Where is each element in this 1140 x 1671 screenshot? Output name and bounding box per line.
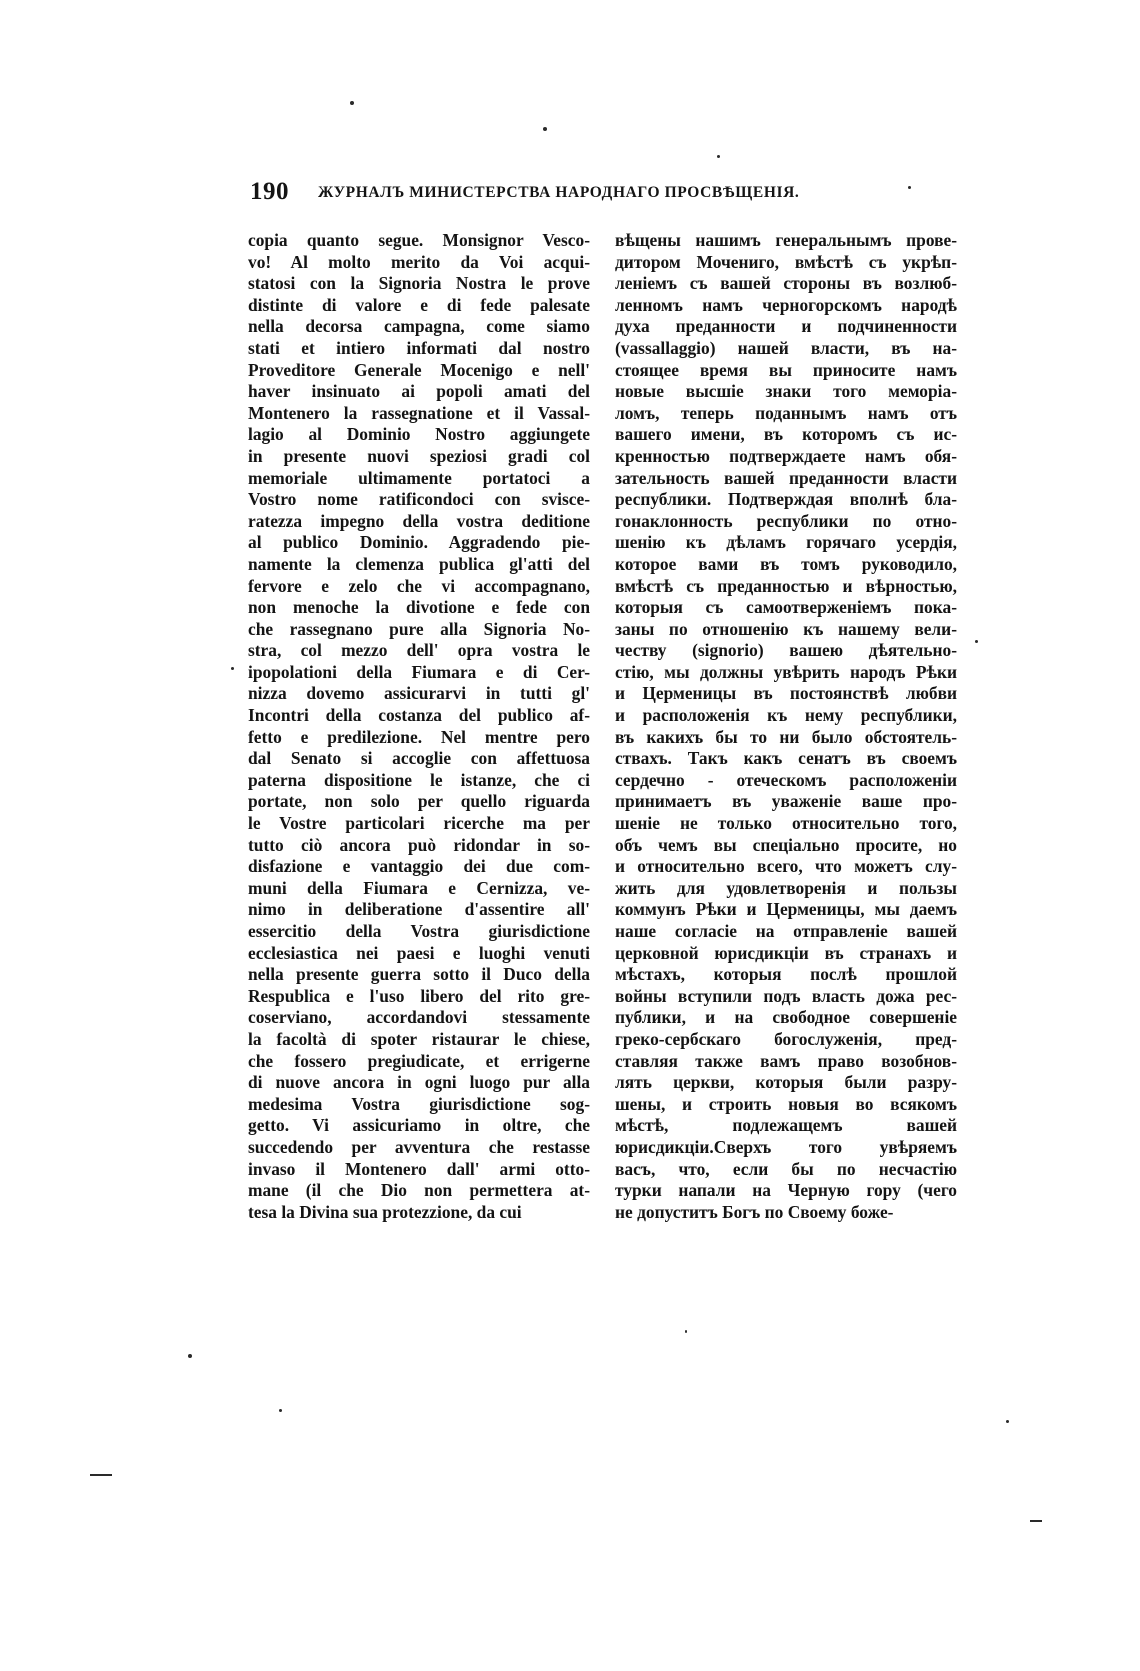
text-line: portate, non solo per quello riguarda <box>248 791 590 812</box>
text-line: Incontri della costanza del publico af- <box>248 705 590 726</box>
text-line: (vassallaggio) нашей власти, въ на- <box>615 337 957 358</box>
text-line: зательность вашей преданности власти <box>615 467 957 488</box>
text-line: statosi con la Signoria Nostra le prove <box>248 273 590 294</box>
text-line: copia quanto segue. Monsignor Vesco- <box>248 230 590 250</box>
text-line: мѣстахъ, которыя послѣ прошлой <box>615 964 957 985</box>
text-line: le Vostre particolari ricerche ma per <box>248 813 590 834</box>
text-line: сердечно - отеческомъ расположеніи <box>615 769 957 790</box>
text-line: ломъ, теперь поданнымъ намъ отъ <box>615 402 957 423</box>
text-line: гонаклонность республики по отно- <box>615 510 957 531</box>
text-line: шены, и строить новыя во всякомъ <box>615 1093 957 1114</box>
text-line: distinte di valore e di fede palesate <box>248 294 590 315</box>
text-line: vo! Al molto merito da Voi acqui- <box>248 251 590 272</box>
text-line: васъ, что, если бы по несчастію <box>615 1158 957 1179</box>
text-line: paterna dispositione le istanze, che ci <box>248 769 590 790</box>
scan-speck <box>279 1409 282 1412</box>
text-line: принимаетъ въ уваженіе ваше про- <box>615 791 957 812</box>
text-line: memoriale ultimamente portatoci a <box>248 467 590 488</box>
text-line: кренностью подтверждаете намъ обя- <box>615 445 957 466</box>
text-line: объ чемъ вы спеціально просите, но <box>615 834 957 855</box>
text-line: шеніе не только относительно того, <box>615 813 957 834</box>
text-line: stati et intiero informati dal nostro <box>248 337 590 358</box>
scan-speck <box>1006 1420 1009 1423</box>
scan-speck <box>543 127 547 131</box>
text-line: вмѣстѣ съ преданностью и вѣрностью, <box>615 575 957 596</box>
text-line: турки напали на Черную гору (чего <box>615 1180 957 1201</box>
scan-speck <box>717 155 720 158</box>
text-line: духа преданности и подчиненности <box>615 316 957 337</box>
text-line: заны по отношенію къ нашему вели- <box>615 618 957 639</box>
text-line: вѣщены нашимъ генеральнымъ прове- <box>615 230 957 250</box>
text-line: la facoltà di spoter ristaurar le chiese, <box>248 1028 590 1049</box>
text-line: muni della Fiumara e Cernizza, ve- <box>248 877 590 898</box>
text-line: ставляя также вамъ право возобнов- <box>615 1050 957 1071</box>
text-line: nimo in deliberatione d'assentire all' <box>248 899 590 920</box>
text-line: не допуститъ Богъ по Своему боже- <box>615 1201 894 1222</box>
text-line: республики. Подтверждая вполнѣ бла- <box>615 489 957 510</box>
text-line: войны вступили подъ власть дожа рес- <box>615 985 957 1006</box>
russian-text-column <box>615 230 957 1223</box>
text-line: шенію къ дѣламъ горячаго усердія, <box>615 532 957 553</box>
text-line: греко-сербскаго богослуженія, пред- <box>615 1028 957 1049</box>
text-line: non menoche la divotione e fede con <box>248 597 590 618</box>
text-line: которыя съ самоотверженіемъ пока- <box>615 597 957 618</box>
text-line: disfazione e vantaggio dei due com- <box>248 856 590 877</box>
text-line: дитором Мочениго, вмѣстѣ съ укрѣп- <box>615 251 957 272</box>
text-line: ленномъ намъ черногорскомъ народѣ <box>615 294 957 315</box>
text-line: коммунъ Рѣки и Церменицы, мы даемъ <box>615 899 957 920</box>
text-line: essercitio della Vostra giurisdictione <box>248 921 590 941</box>
scan-mark <box>90 1474 112 1476</box>
scan-speck <box>231 667 234 670</box>
text-line: stra, col mezzo dell' opra vostra le <box>248 640 590 661</box>
text-line: Proveditore Generale Mocenigo e nell' <box>248 359 590 380</box>
text-line: церковной юрисдикціи въ странахъ и <box>615 942 957 963</box>
text-line: invaso il Montenero dall' armi otto- <box>248 1158 590 1179</box>
italian-text-column <box>248 230 590 1223</box>
text-line: ствахъ. Такъ какъ сенатъ въ своемъ <box>615 748 957 769</box>
text-line: и относительно всего, что можетъ слу- <box>615 856 957 877</box>
text-line: tesa la Divina sua protezzione, da cui <box>248 1201 522 1222</box>
text-line: fetto e predilezione. Nel mentre pero <box>248 726 590 747</box>
text-line: dal Senato si accoglie con affettuosa <box>248 748 590 769</box>
scan-speck <box>975 640 978 643</box>
text-line: и расположенія къ нему республики, <box>615 705 957 726</box>
text-line: al publico Dominio. Aggradendo pie- <box>248 532 590 553</box>
text-line: namente la clemenza publica gl'atti del <box>248 553 590 574</box>
running-head <box>250 178 910 212</box>
text-line: medesima Vostra giurisdictione sog- <box>248 1093 590 1114</box>
journal-title: ЖУРНАЛЪ МИНИСТЕРСТВА НАРОДНАГО ПРОСВѢЩЕНІЯ. <box>318 184 800 201</box>
scan-speck <box>188 1354 192 1358</box>
text-line: ratezza impegno della vostra deditione <box>248 510 590 531</box>
text-line: di nuove ancora in ogni luogo pur alla <box>248 1072 590 1093</box>
text-line: юрисдикціи.Сверхъ того увѣряемъ <box>615 1136 957 1157</box>
text-line: Vostro nome ratificondoci con svisce- <box>248 489 590 510</box>
text-line: mane (il che Dio non permettera at- <box>248 1180 590 1201</box>
scan-speck <box>685 1330 687 1333</box>
page-number: 190 <box>250 178 289 205</box>
text-line: лять церкви, которыя были разру- <box>615 1072 957 1093</box>
text-line: которое вами въ томъ руководило, <box>615 553 957 574</box>
text-line: леніемъ съ вашей стороны въ возлюб- <box>615 273 957 294</box>
text-line: haver insinuato ai popoli amati del <box>248 381 590 402</box>
text-line: новые высшіе знаки того меморіа- <box>615 381 957 402</box>
text-line: въ какихъ бы то ни было обстоятель- <box>615 726 957 747</box>
text-line: Montenero la rassegnatione et il Vassal- <box>248 402 590 423</box>
text-line: и Церменицы въ постоянствѣ любви <box>615 683 957 704</box>
text-line: ipopolationi della Fiumara e di Cer- <box>248 661 590 682</box>
text-line: стоящее время вы приносите намъ <box>615 359 957 380</box>
text-line: che fossero pregiudicate, et errigerne <box>248 1050 590 1071</box>
text-line: che rassegnano pure alla Signoria No- <box>248 618 590 639</box>
text-line: публики, и на свободное совершеніе <box>615 1007 957 1028</box>
text-line: coserviano, accordandovi stessamente <box>248 1007 590 1028</box>
text-line: вашего имени, въ которомъ съ ис- <box>615 424 957 445</box>
text-line: жить для удовлетворенія и пользы <box>615 877 957 898</box>
text-line: честву (signorio) вашею дѣятельно- <box>615 640 957 661</box>
text-line: fervore e zelo che vi accompagnano, <box>248 575 590 596</box>
text-line: getto. Vi assicuriamo in oltre, che <box>248 1115 590 1136</box>
text-line: наше согласіе на отправленіе вашей <box>615 921 957 941</box>
text-line: tutto ciò ancora può ridondar in so- <box>248 834 590 855</box>
text-line: lagio al Dominio Nostro aggiungete <box>248 424 590 445</box>
text-line: in presente nuovi speziosi gradi col <box>248 445 590 466</box>
text-line: succedendo per avventura che restasse <box>248 1136 590 1157</box>
text-line: nizza dovemo assicurarvi in tutti gl' <box>248 683 590 704</box>
text-line: ecclesiastica nei paesi e luoghi venuti <box>248 942 590 963</box>
text-line: стію, мы должны увѣрить народъ Рѣки <box>615 661 957 682</box>
text-line: nella presente guerra sotto il Duco della <box>248 964 590 985</box>
text-line: мѣстѣ, подлежащемъ вашей <box>615 1115 957 1136</box>
scan-speck <box>350 101 354 105</box>
scan-mark <box>1030 1520 1042 1522</box>
text-line: nella decorsa campagna, come siamo <box>248 316 590 337</box>
text-line: Respublica e l'uso libero del rito gre- <box>248 985 590 1006</box>
